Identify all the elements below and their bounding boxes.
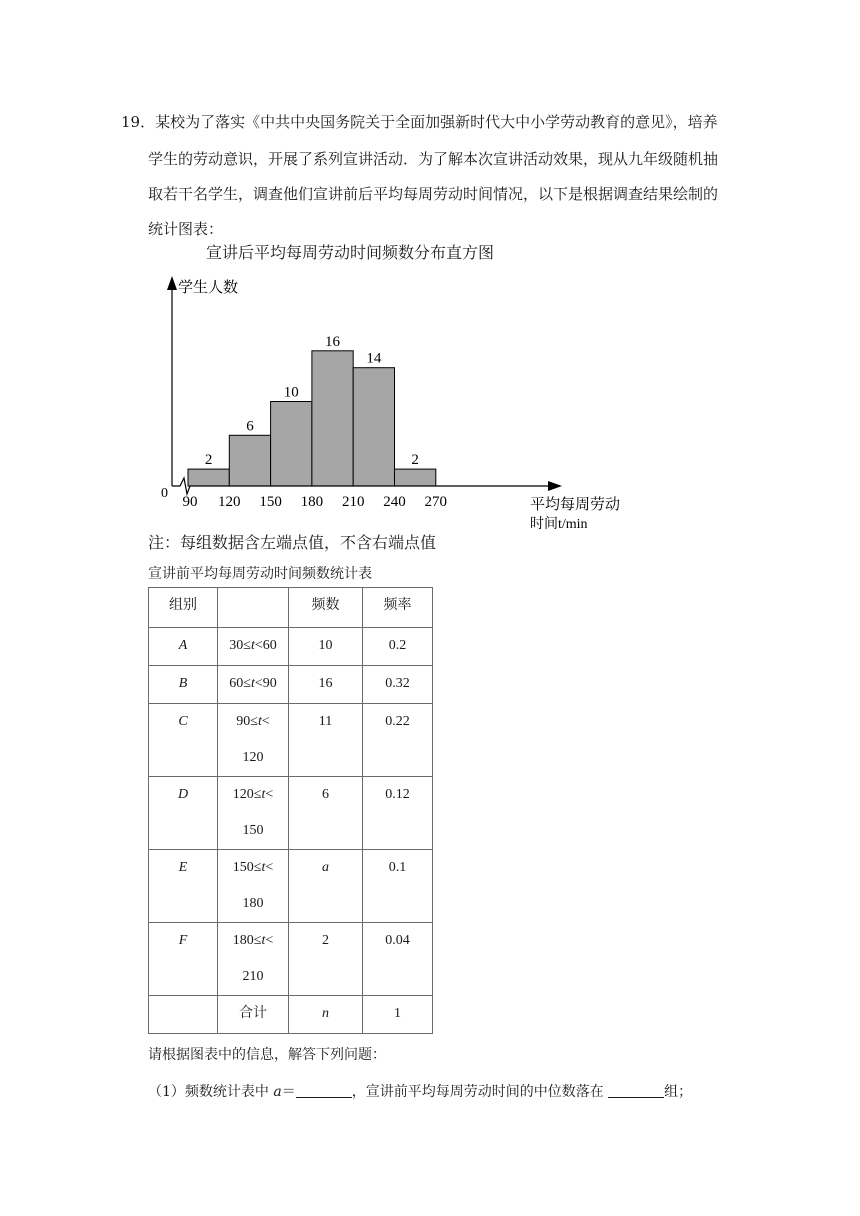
frequency-table: [148, 587, 433, 1034]
x-axis-arrow: [548, 481, 562, 491]
question-line-4: 统计图表：: [148, 220, 224, 238]
cell-group: C: [149, 704, 218, 777]
histogram-bars: [188, 351, 436, 486]
cell-range: 90≤t< 120: [218, 704, 289, 777]
x-tick-label: 180: [300, 494, 324, 510]
histogram-bar: [395, 469, 436, 486]
x-tick-label: 150: [259, 494, 282, 510]
histogram-bar: [271, 402, 312, 487]
header-group: 组别: [149, 588, 218, 628]
chart-title: 宣讲后平均每周劳动时间频数分布直方图: [205, 243, 494, 262]
cell-group: [149, 996, 218, 1034]
table-row: [149, 850, 433, 923]
cell-total-rate: 1: [363, 996, 433, 1034]
cell-range: 150≤t< 180: [218, 850, 289, 923]
cell-group: D: [149, 777, 218, 850]
x-axis-label-line1: 平均每周劳动: [530, 497, 621, 513]
cell-total-frequency: n: [289, 996, 363, 1034]
prompt-text: 请根据图表中的信息，解答下列问题：: [148, 1047, 386, 1063]
answer-blank-a[interactable]: [296, 1083, 352, 1098]
cell-range: 180≤t< 210: [218, 923, 289, 996]
table-row: [149, 628, 433, 666]
bar-value-label: 2: [411, 452, 419, 469]
cell-frequency: 6: [289, 777, 363, 850]
cell-rate: 0.32: [363, 666, 433, 704]
header-range: [218, 588, 289, 628]
cell-frequency: 11: [289, 704, 363, 777]
header-frequency: 频数: [289, 588, 363, 628]
question-line-3: 取若干名学生，调查他们宣讲前后平均每周劳动时间情况，以下是根据调查结果绘制的: [148, 185, 719, 203]
cell-group: F: [149, 923, 218, 996]
bar-value-label: 10: [283, 384, 299, 401]
x-tick-label: 240: [383, 494, 406, 510]
x-axis-label-line2: 时间t/min: [530, 517, 588, 530]
chart-note: 注：每组数据含左端点值，不含右端点值: [148, 533, 437, 552]
question-line-1: 某校为了落实《中共中央国务院关于全面加强新时代大中小学劳动教育的意见》，培养: [155, 113, 718, 131]
axis-break: [172, 478, 190, 494]
histogram-bar: [188, 469, 229, 486]
x-tick-label: 120: [218, 494, 241, 510]
header-rate: 频率: [363, 588, 433, 628]
y-axis-label: 学生人数: [178, 280, 239, 296]
cell-total-label: 合计: [218, 996, 289, 1034]
table-header-row: [149, 588, 433, 628]
histogram-bar: [312, 351, 353, 486]
cell-rate: 0.22: [363, 704, 433, 777]
histogram: [150, 266, 650, 530]
histogram-x-ticks: [183, 494, 448, 510]
table-row: [149, 923, 433, 996]
table-row: [149, 666, 433, 704]
table-row: [149, 777, 433, 850]
cell-rate: 0.2: [363, 628, 433, 666]
sub-question-1: （1）频数统计表中 a＝ ，宣讲前平均每周劳动时间的中位数落在 组；: [148, 1084, 693, 1100]
cell-group: E: [149, 850, 218, 923]
x-tick-label: 270: [424, 494, 448, 510]
x-tick-label: 90: [182, 494, 198, 510]
cell-rate: 0.04: [363, 923, 433, 996]
cell-group: B: [149, 666, 218, 704]
origin-label: 0: [161, 486, 168, 501]
table-title: 宣讲前平均每周劳动时间频数统计表: [148, 566, 372, 582]
bar-value-label: 6: [246, 418, 254, 435]
bar-value-label: 2: [204, 452, 213, 469]
cell-rate: 0.12: [363, 777, 433, 850]
histogram-bar: [353, 368, 394, 486]
cell-frequency: 16: [289, 666, 363, 704]
cell-frequency: 10: [289, 628, 363, 666]
question-number: 19．: [121, 113, 156, 131]
cell-group: A: [149, 628, 218, 666]
answer-blank-group[interactable]: [608, 1083, 664, 1098]
y-axis-arrow: [167, 276, 177, 290]
cell-range: 30≤t<60: [218, 628, 289, 666]
cell-frequency: a: [289, 850, 363, 923]
bar-value-label: 16: [325, 333, 341, 350]
table-row: [149, 704, 433, 777]
cell-rate: 0.1: [363, 850, 433, 923]
question-line-2: 学生的劳动意识，开展了系列宣讲活动．为了解本次宣讲活动效果，现从九年级随机抽: [148, 150, 719, 168]
cell-frequency: 2: [289, 923, 363, 996]
histogram-bar: [229, 435, 270, 486]
cell-range: 120≤t< 150: [218, 777, 289, 850]
bar-value-label: 14: [366, 350, 382, 367]
cell-range: 60≤t<90: [218, 666, 289, 704]
x-tick-label: 210: [341, 494, 365, 510]
table-total-row: [149, 996, 433, 1034]
